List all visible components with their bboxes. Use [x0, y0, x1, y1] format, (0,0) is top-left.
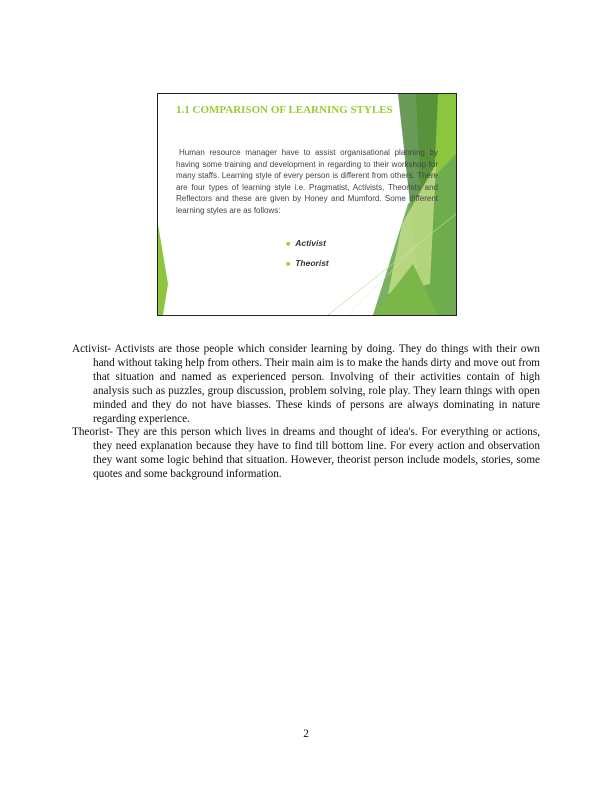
activist-paragraph: Activist- Activists are those people which consider learning by doing. They do things with their own hand without taking help from others. Their main aim is to make the hands dirty and move out from that situation and named as experienced person. Involving of their activities contain of high analysis such as puzzles, group discussion, problem solving, role play. They learn things with open minded and they do not have biasses. These kinds of persons are always dominating in nature regarding experience. [72, 343, 540, 425]
embedded-slide [157, 93, 457, 316]
slide-bullet-label: Theorist [295, 258, 329, 268]
bullet-icon: ■ [286, 241, 291, 248]
slide-bullet-item [286, 257, 329, 277]
slide-bullet-list [286, 237, 329, 277]
theorist-paragraph: Theorist- They are this person which lives in dreams and thought of idea's. For everything or actions, they need explanation because they have to find till bottom line. For every action and observation they want some logic behind that situation. However, theorist person include models, stories, some quotes and some background information. [72, 426, 540, 481]
bullet-icon: ■ [286, 261, 291, 268]
slide-title: 1.1 COMPARISON OF LEARNING STYLES [176, 104, 393, 116]
slide-body-text: Human resource manager have to assist organisational planning by having some training and development in regarding to their workshop for many staffs. Learning style of every person is different from others. There are four types of learning style i.e. Pragmatist, Activists, Theorists and Reflectors and these are given by Honey and Mumford. Some different learning styles are as follows: [176, 148, 438, 215]
document-body [72, 343, 540, 482]
slide-bullet-label: Activist [295, 238, 326, 248]
page-number: 2 [303, 728, 309, 740]
slide-bullet-item [286, 237, 329, 257]
green-shape-left [158, 224, 168, 315]
